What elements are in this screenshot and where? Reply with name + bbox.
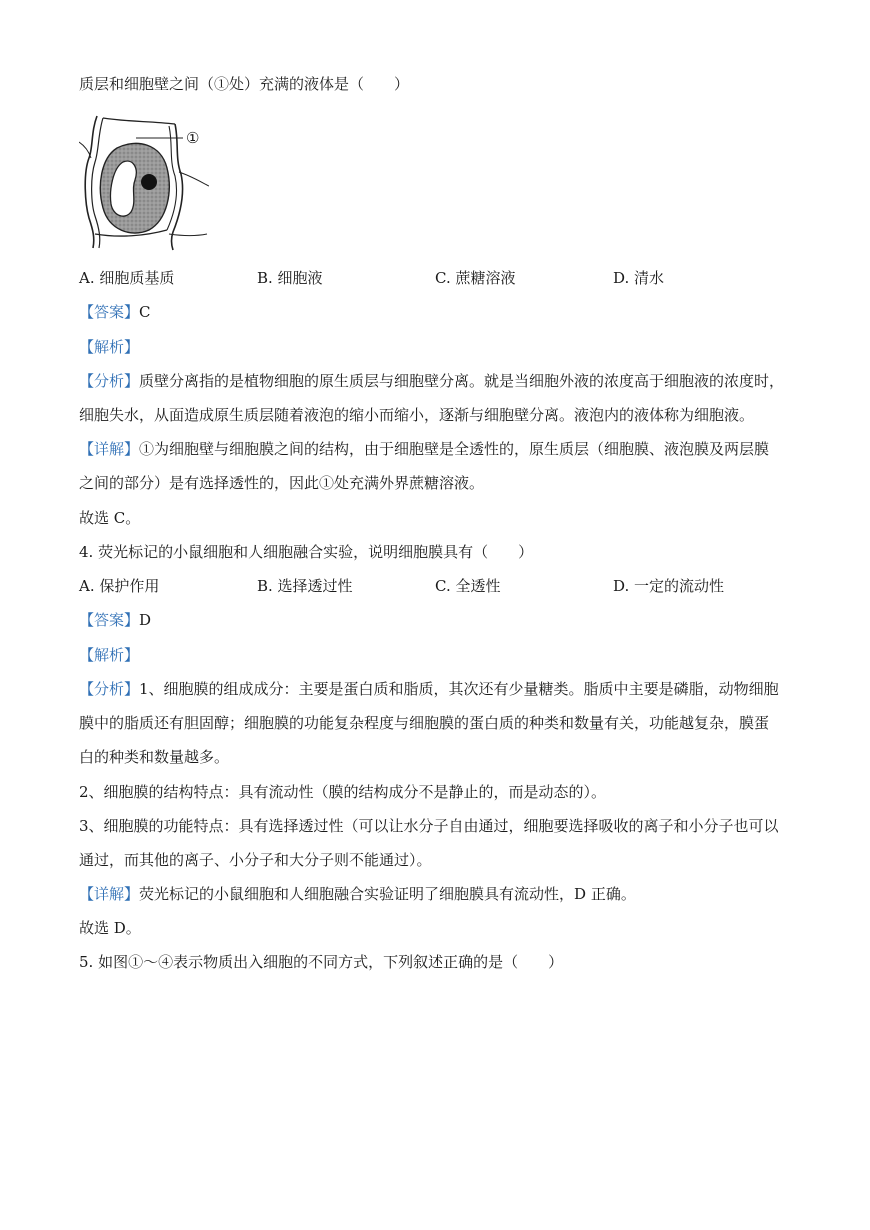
q4-analysis-tag: 【解析】 [79,646,140,664]
q3-answer [79,302,151,322]
answer-tag: 【答案】 [79,611,140,629]
answer-tag: 【答案】 [79,303,140,321]
q4-fenxi-line-1 [79,679,779,699]
answer-value: C [139,303,151,321]
q3-option-b: B. 细胞液 [257,269,323,287]
q4-point-2: 2、细胞膜的结构特点：具有流动性（膜的结构成分不是静止的，而是动态的）。 [79,783,607,801]
q3-fenxi-line-1 [79,371,784,391]
q5-stem: 5. 如图①～④表示物质出入细胞的不同方式，下列叙述正确的是（ ） [79,953,564,971]
q4-option-d: D. 一定的流动性 [613,577,725,595]
q3-option-c: C. 蔗糖溶液 [435,269,516,287]
xiangjie-tag: 【详解】 [79,885,140,903]
answer-value: D [139,611,152,629]
q4-fenxi-line-2: 膜中的脂质还有胆固醇；细胞膜的功能复杂程度与细胞膜的蛋白质的种类和数量有关，功能越复杂，膜蛋 [79,714,770,732]
q3-analysis-tag: 【解析】 [79,338,140,356]
q4-xiangjie [79,884,636,904]
q3-conclusion: 故选 C。 [79,509,141,527]
q3-option-a: A. 细胞质基质 [79,269,175,287]
q4-point-3-line-2: 通过，而其他的离子、小分子和大分子则不能通过）。 [79,851,432,869]
fenxi-text: 1、细胞膜的组成成分：主要是蛋白质和脂质，其次还有少量糖类。脂质中主要是磷脂，动物细胞 [139,680,779,698]
q4-option-a: A. 保护作用 [79,577,160,595]
q3-fenxi-line-2: 细胞失水，从面造成原生质层随着液泡的缩小而缩小，逐渐与细胞壁分离。液泡内的液体称为细胞液。 [79,406,755,424]
q4-fenxi-line-3: 白的种类和数量越多。 [79,748,230,766]
q4-option-c: C. 全透性 [435,577,501,595]
q4-options [79,576,799,596]
xiangjie-tag: 【详解】 [79,440,140,458]
fenxi-tag: 【分析】 [79,372,140,390]
q4-point-3-line-1: 3、细胞膜的功能特点：具有选择透过性（可以让水分子自由通过，细胞要选择吸收的离子和小分子也可以 [79,817,779,835]
q3-option-d: D. 清水 [613,269,665,287]
xiangjie-text: ①为细胞壁与细胞膜之间的结构，由于细胞壁是全透性的，原生质层（细胞膜、液泡膜及两层膜 [139,440,770,458]
figure-label-1: ① [186,129,200,147]
q4-answer [79,610,151,630]
fenxi-tag: 【分析】 [79,680,140,698]
q3-xiangjie-line-1 [79,439,769,459]
q4-option-b: B. 选择透过性 [257,577,353,595]
q4-stem: 4. 荧光标记的小鼠细胞和人细胞融合实验，说明细胞膜具有（ ） [79,543,534,561]
q3-options [79,268,799,288]
xiangjie-text: 荧光标记的小鼠细胞和人细胞融合实验证明了细胞膜具有流动性，D 正确。 [139,885,636,903]
q3-xiangjie-line-2: 之间的部分）是有选择透性的，因此①处充满外界蔗糖溶液。 [79,474,485,492]
q3-stem: 质层和细胞壁之间（①处）充满的液体是（ ） [79,75,410,93]
q4-conclusion: 故选 D。 [79,919,141,937]
fenxi-text: 质壁分离指的是植物细胞的原生质层与细胞壁分离。就是当细胞外液的浓度高于细胞液的浓度时， [139,372,785,390]
plant-cell-figure [79,112,209,252]
